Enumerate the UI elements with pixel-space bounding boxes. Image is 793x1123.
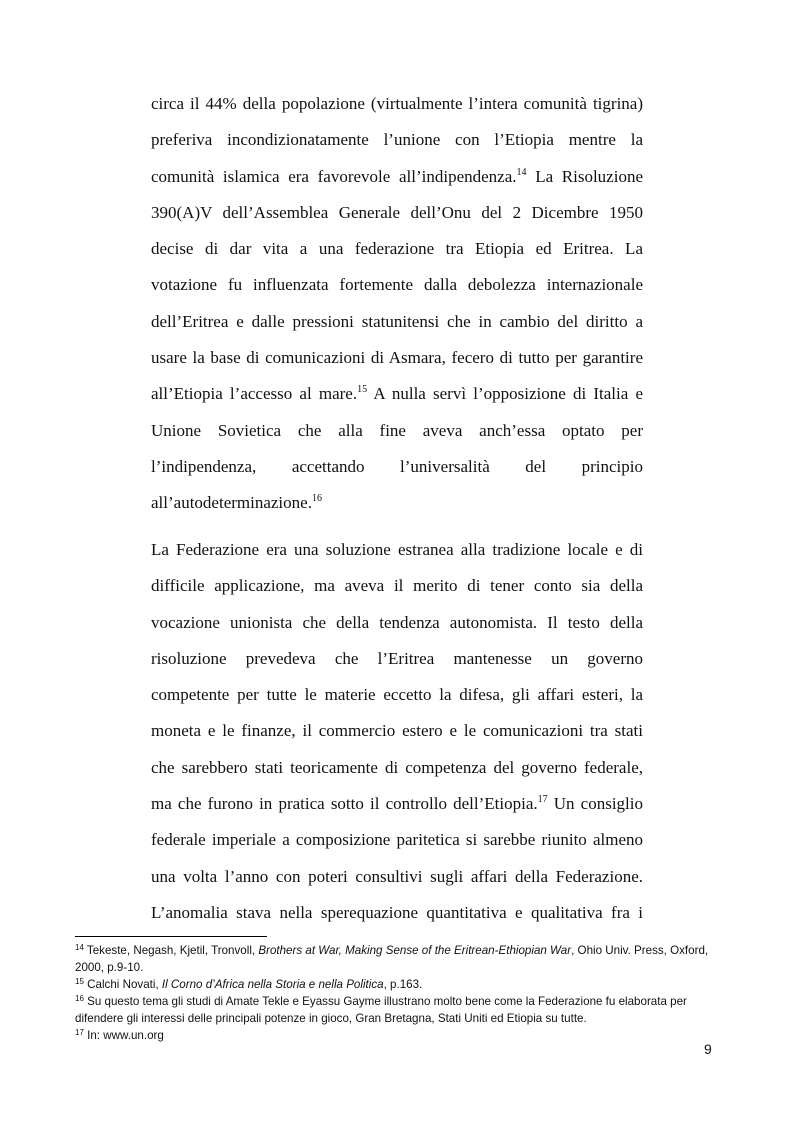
text-segment: A nulla servì l’opposizione di Italia e [373,384,643,404]
text-line: competente per tutte le materie eccetto la difesa, gli affari esteri, la [151,685,643,705]
footnote-ref-15[interactable]: 15 [357,384,368,396]
footnote-number: 15 [75,977,84,986]
footnote-title: Il Corno d’Africa nella Storia e nella Politica [161,978,384,991]
text-segment: all’autodeterminazione. [151,493,312,513]
footnote-link[interactable]: In: www.un.org [87,1029,164,1042]
footnote-number: 17 [75,1028,84,1037]
footnote-title: Brothers at War, Making Sense of the Eritrean-Ethiopian War [258,944,572,957]
text-line: Unione Sovietica che alla fine aveva anch’essa optato per [151,420,643,440]
text-line: moneta e le finanze, il commercio estero e le comunicazioni tra stati [151,721,643,741]
text-segment: La Risoluzione [535,166,643,186]
footnote-17 [75,1027,725,1044]
text-line: dell’Eritrea e dalle pressioni statunitensi che in cambio del diritto a [151,311,643,331]
text-line: che sarebbero stati teoricamente di competenza del governo federale, [151,757,643,777]
text-line: difficile applicazione, ma aveva il merito di tener conto sia della [151,576,643,596]
text-line: La Federazione era una soluzione estranea alla tradizione locale e di [151,540,643,559]
footnote-text: , Ohio Univ. Press, Oxford, 2000, p.9-10. [75,944,709,974]
text-line: una volta l’anno con poteri consultivi sugli affari della Federazione. [151,866,643,886]
text-line: preferiva incondizionatamente l’unione con l’Etiopia mentre la [151,130,643,150]
footnote-number: 16 [75,994,84,1003]
footnote-text: Tekeste, Negash, Kjetil, Tronvoll, [86,944,259,957]
paragraph-1 [151,86,643,522]
footnote-14 [75,942,725,976]
footnote-text: Su questo tema gli studi di Amate Tekle e Eyassu Gayme illustrano molto bene come la Federazione fu elaborata per difendere gli interessi delle principali potenze in gioco, Gran Bretagna, Stati Uniti ed Etiopia su tutte. [75,995,687,1025]
text-line: federale imperiale a composizione paritetica si sarebbe riunito almeno [151,830,643,850]
text-line: votazione fu influenzata fortemente dalla debolezza internazionale [151,275,643,295]
footnote-ref-14[interactable]: 14 [516,166,527,178]
text-segment: comunità islamica era favorevole all’indipendenza. [151,166,517,186]
footnote-15 [75,976,725,993]
text-line [151,159,643,195]
text-line: risoluzione prevedeva che l’Eritrea mantenesse un governo [151,648,643,668]
text-line [151,786,643,822]
footnote-ref-16[interactable]: 16 [311,493,322,505]
footnote-separator [75,936,267,937]
text-line: decise di dar vita a una federazione tra Etiopia ed Eritrea. La [151,239,643,259]
text-line [151,376,643,412]
footnote-text: Calchi Novati, [87,978,162,991]
text-line: vocazione unionista che della tendenza autonomista. Il testo della [151,612,643,632]
text-line [151,485,643,521]
text-line: circa il 44% della popolazione (virtualmente l’intera comunità tigrina) [151,94,643,113]
footnote-16 [75,993,725,1027]
footnotes [75,942,725,1044]
text-line: 390(A)V dell’Assemblea Generale dell’Onu del 2 Dicembre 1950 [151,202,643,222]
footnote-text: , p.163. [383,978,423,991]
page-number: 9 [704,1041,712,1057]
text-segment: all’Etiopia l’accesso al mare. [151,384,358,404]
footnote-number: 14 [75,943,84,952]
text-segment: ma che furono in pratica sotto il controllo dell’Etiopia. [151,794,538,814]
paragraph-2 [151,532,643,931]
text-line: L’anomalia stava nella sperequazione quantitativa e qualitativa fra i [151,902,643,922]
text-line: usare la base di comunicazioni di Asmara, fecero di tutto per garantire [151,348,643,368]
text-segment: Un consiglio [553,794,643,814]
text-line: l’indipendenza, accettando l’universalità del principio [151,456,643,476]
footnote-ref-17[interactable]: 17 [537,794,548,806]
